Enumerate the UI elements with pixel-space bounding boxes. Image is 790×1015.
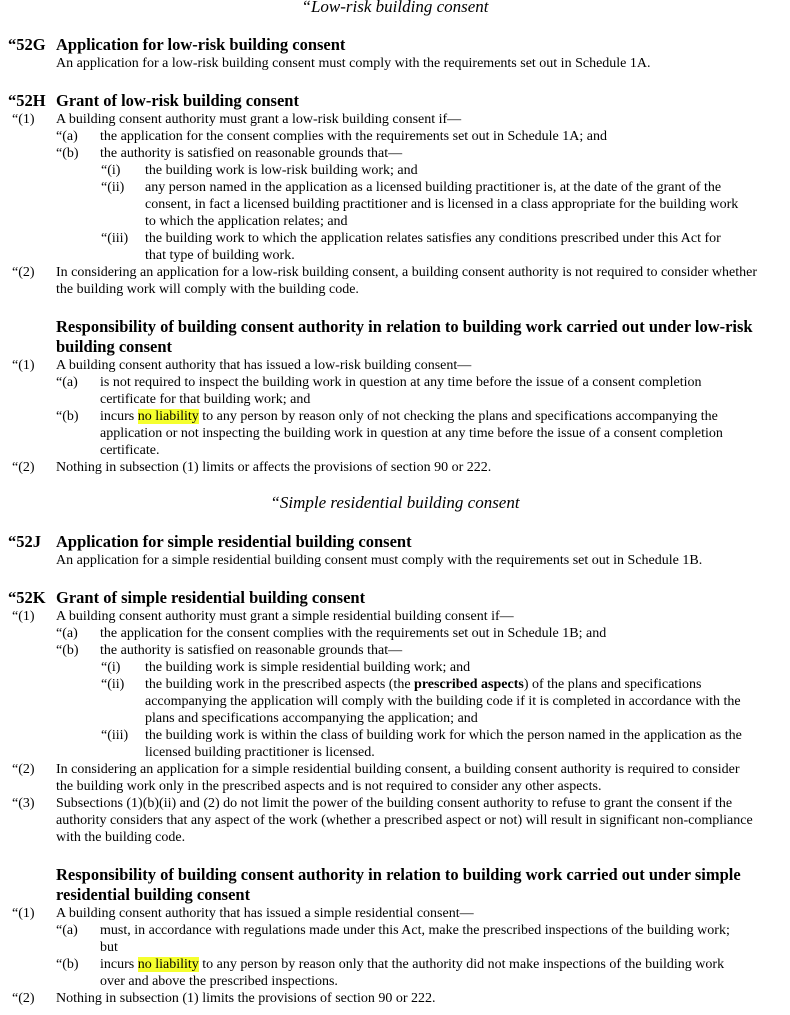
subparagraph-text: the building work is low-risk building work; and bbox=[145, 163, 418, 178]
paragraph-text: must, in accordance with regulations made under this Act, make the prescribed inspections of the building work; but bbox=[100, 923, 730, 955]
section-title bbox=[8, 865, 770, 905]
section-title bbox=[8, 317, 770, 357]
highlight-liability: liability bbox=[155, 409, 199, 424]
subsection-label: “(2) bbox=[12, 460, 35, 475]
subsection-text: Nothing in subsection (1) limits the provisions of section 90 or 222. bbox=[56, 991, 436, 1006]
subparagraph-ii bbox=[0, 676, 744, 727]
section-body: An application for a simple residential building consent must comply with the requirements set out in Schedule 1B. bbox=[56, 553, 703, 568]
subsection-3 bbox=[0, 795, 760, 846]
subparagraph-i bbox=[0, 162, 744, 179]
section-heading: Application for low-risk building consent bbox=[56, 35, 346, 54]
subsection-2 bbox=[0, 990, 760, 1007]
subparagraph-iii bbox=[0, 230, 744, 264]
highlight-no: no bbox=[137, 409, 152, 424]
paragraph-a bbox=[0, 625, 750, 642]
subsection-2 bbox=[0, 761, 760, 795]
subsection-text: Subsections (1)(b)(ii) and (2) do not limit the power of the building consent authority to refuse to grant the consent if the authority considers that any aspect of the work (whether a prescribed aspect or not) will result in significant non-compliance with the building code. bbox=[56, 796, 753, 845]
subparagraph-label: “(i) bbox=[101, 163, 121, 178]
part-heading-low-risk: “Low-risk building consent bbox=[301, 0, 489, 16]
highlight-liability: liability bbox=[155, 957, 199, 972]
subparagraph-text-start: the building work in the prescribed aspects (the bbox=[145, 677, 411, 692]
section-title bbox=[8, 588, 790, 608]
subparagraph-label: “(ii) bbox=[101, 180, 125, 195]
section-52I bbox=[0, 317, 790, 476]
paragraph-b bbox=[0, 408, 750, 459]
subparagraph-i bbox=[0, 659, 744, 676]
paragraph-a bbox=[0, 374, 750, 408]
section-number: “52K bbox=[8, 588, 46, 607]
subsection-2 bbox=[0, 264, 760, 298]
paragraph-text-end: to any person by reason only that the authority did not make inspections of the building work over and above the prescribed inspections. bbox=[100, 957, 725, 989]
paragraph-text-start: incurs bbox=[100, 409, 135, 424]
paragraph-text: the application for the consent complies with the requirements set out in Schedule 1A; and bbox=[100, 129, 607, 144]
subsection-text: In considering an application for a simple residential building consent, a building consent authority is required to consider the building work only in the prescribed aspects and is not required to consider any other aspects. bbox=[56, 762, 740, 794]
subsection-label: “(3) bbox=[12, 796, 35, 811]
section-heading: Responsibility of building consent authority in relation to building work carried out under simple residential building consent bbox=[56, 865, 741, 904]
subsection-1 bbox=[0, 608, 760, 625]
subparagraph-text-end: ) of the plans and specifications accompanying the application will comply with the building code if it is completed in accordance with the plans and specifications accompanying the application; and bbox=[145, 677, 741, 726]
paragraph-b bbox=[0, 145, 750, 162]
subparagraph-label: “(i) bbox=[101, 660, 121, 675]
section-number: “52J bbox=[8, 532, 41, 551]
subsection-text: A building consent authority must grant a simple residential building consent if— bbox=[56, 609, 514, 624]
paragraph-text-start: incurs bbox=[100, 957, 135, 972]
subsection-1 bbox=[0, 357, 760, 374]
subsection-text: Nothing in subsection (1) limits or affects the provisions of section 90 or 222. bbox=[56, 460, 492, 475]
paragraph-b bbox=[0, 956, 750, 990]
subsection-text: A building consent authority that has issued a low-risk building consent— bbox=[56, 358, 472, 373]
section-title bbox=[8, 532, 790, 552]
paragraph-label: “(a) bbox=[56, 626, 78, 641]
subsection-label: “(1) bbox=[12, 112, 35, 127]
paragraph-text: the authority is satisfied on reasonable grounds that— bbox=[100, 146, 403, 161]
paragraph-text: the authority is satisfied on reasonable grounds that— bbox=[100, 643, 403, 658]
paragraph-b bbox=[0, 642, 750, 659]
subsection-label: “(1) bbox=[12, 609, 35, 624]
subparagraph-label: “(ii) bbox=[101, 677, 125, 692]
paragraph-text-end: to any person by reason only of not checking the plans and specifications accompanying the application or not inspecting the building work in question at any time before the issue of a consent completion certificate. bbox=[100, 409, 723, 458]
subparagraph-text: any person named in the application as a licensed building practitioner is, at the date of the grant of the consent, in fact a licensed building practitioner and is licensed in a class appropriate for the building work to which the application relates; and bbox=[145, 180, 739, 229]
section-number bbox=[8, 865, 56, 885]
section-heading: Responsibility of building consent authority in relation to building work carried out under low-risk building consent bbox=[56, 317, 753, 356]
paragraph-text: is not required to inspect the building work in question at any time before the issue of a consent completion certificate for that building work; and bbox=[100, 375, 702, 407]
paragraph-label: “(b) bbox=[56, 409, 79, 424]
subparagraph-text: the building work is within the class of building work for which the person named in the application as the licensed building practitioner is licensed. bbox=[145, 728, 742, 760]
section-heading: Application for simple residential building consent bbox=[56, 532, 412, 551]
section-52J bbox=[0, 532, 790, 569]
paragraph-label: “(a) bbox=[56, 129, 78, 144]
section-title bbox=[8, 35, 790, 55]
part-heading-simple-residential: “Simple residential building consent bbox=[270, 493, 520, 512]
highlight-no: no bbox=[137, 957, 152, 972]
paragraph-a bbox=[0, 128, 750, 145]
subsection-label: “(1) bbox=[12, 906, 35, 921]
subsection-1 bbox=[0, 905, 760, 922]
section-heading: Grant of simple residential building consent bbox=[56, 588, 366, 607]
subsection-2 bbox=[0, 459, 760, 476]
paragraph-text: the application for the consent complies with the requirements set out in Schedule 1B; and bbox=[100, 626, 607, 641]
paragraph-label: “(b) bbox=[56, 643, 79, 658]
subsection-text: In considering an application for a low-risk building consent, a building consent authority is not required to consider whether the building work will comply with the building code. bbox=[56, 265, 757, 297]
section-52H bbox=[0, 91, 790, 298]
paragraph-label: “(b) bbox=[56, 957, 79, 972]
section-title bbox=[8, 91, 790, 111]
subparagraph-label: “(iii) bbox=[101, 728, 129, 743]
section-52G bbox=[0, 35, 790, 72]
subsection-label: “(1) bbox=[12, 358, 35, 373]
defined-term: prescribed aspects bbox=[414, 677, 524, 692]
section-number bbox=[8, 317, 56, 337]
section-number: “52G bbox=[8, 35, 46, 54]
section-heading: Grant of low-risk building consent bbox=[56, 91, 299, 110]
subparagraph-label: “(iii) bbox=[101, 231, 129, 246]
subsection-label: “(2) bbox=[12, 265, 35, 280]
subparagraph-text: the building work is simple residential building work; and bbox=[145, 660, 471, 675]
subparagraph-iii bbox=[0, 727, 744, 761]
subsection-label: “(2) bbox=[12, 762, 35, 777]
subsection-text: A building consent authority must grant a low-risk building consent if— bbox=[56, 112, 462, 127]
section-body: An application for a low-risk building consent must comply with the requirements set out in Schedule 1A. bbox=[56, 56, 651, 71]
paragraph-a bbox=[0, 922, 750, 956]
subsection-text: A building consent authority that has issued a simple residential consent— bbox=[56, 906, 474, 921]
subsection-1 bbox=[0, 111, 760, 128]
paragraph-label: “(b) bbox=[56, 146, 79, 161]
subparagraph-text: the building work to which the application relates satisfies any conditions prescribed under this Act for that type of building work. bbox=[145, 231, 721, 263]
section-52K bbox=[0, 588, 790, 846]
paragraph-label: “(a) bbox=[56, 375, 78, 390]
paragraph-label: “(a) bbox=[56, 923, 78, 938]
section-number: “52H bbox=[8, 91, 46, 110]
section-52L bbox=[0, 865, 790, 1007]
subparagraph-ii bbox=[0, 179, 744, 230]
subsection-label: “(2) bbox=[12, 991, 35, 1006]
